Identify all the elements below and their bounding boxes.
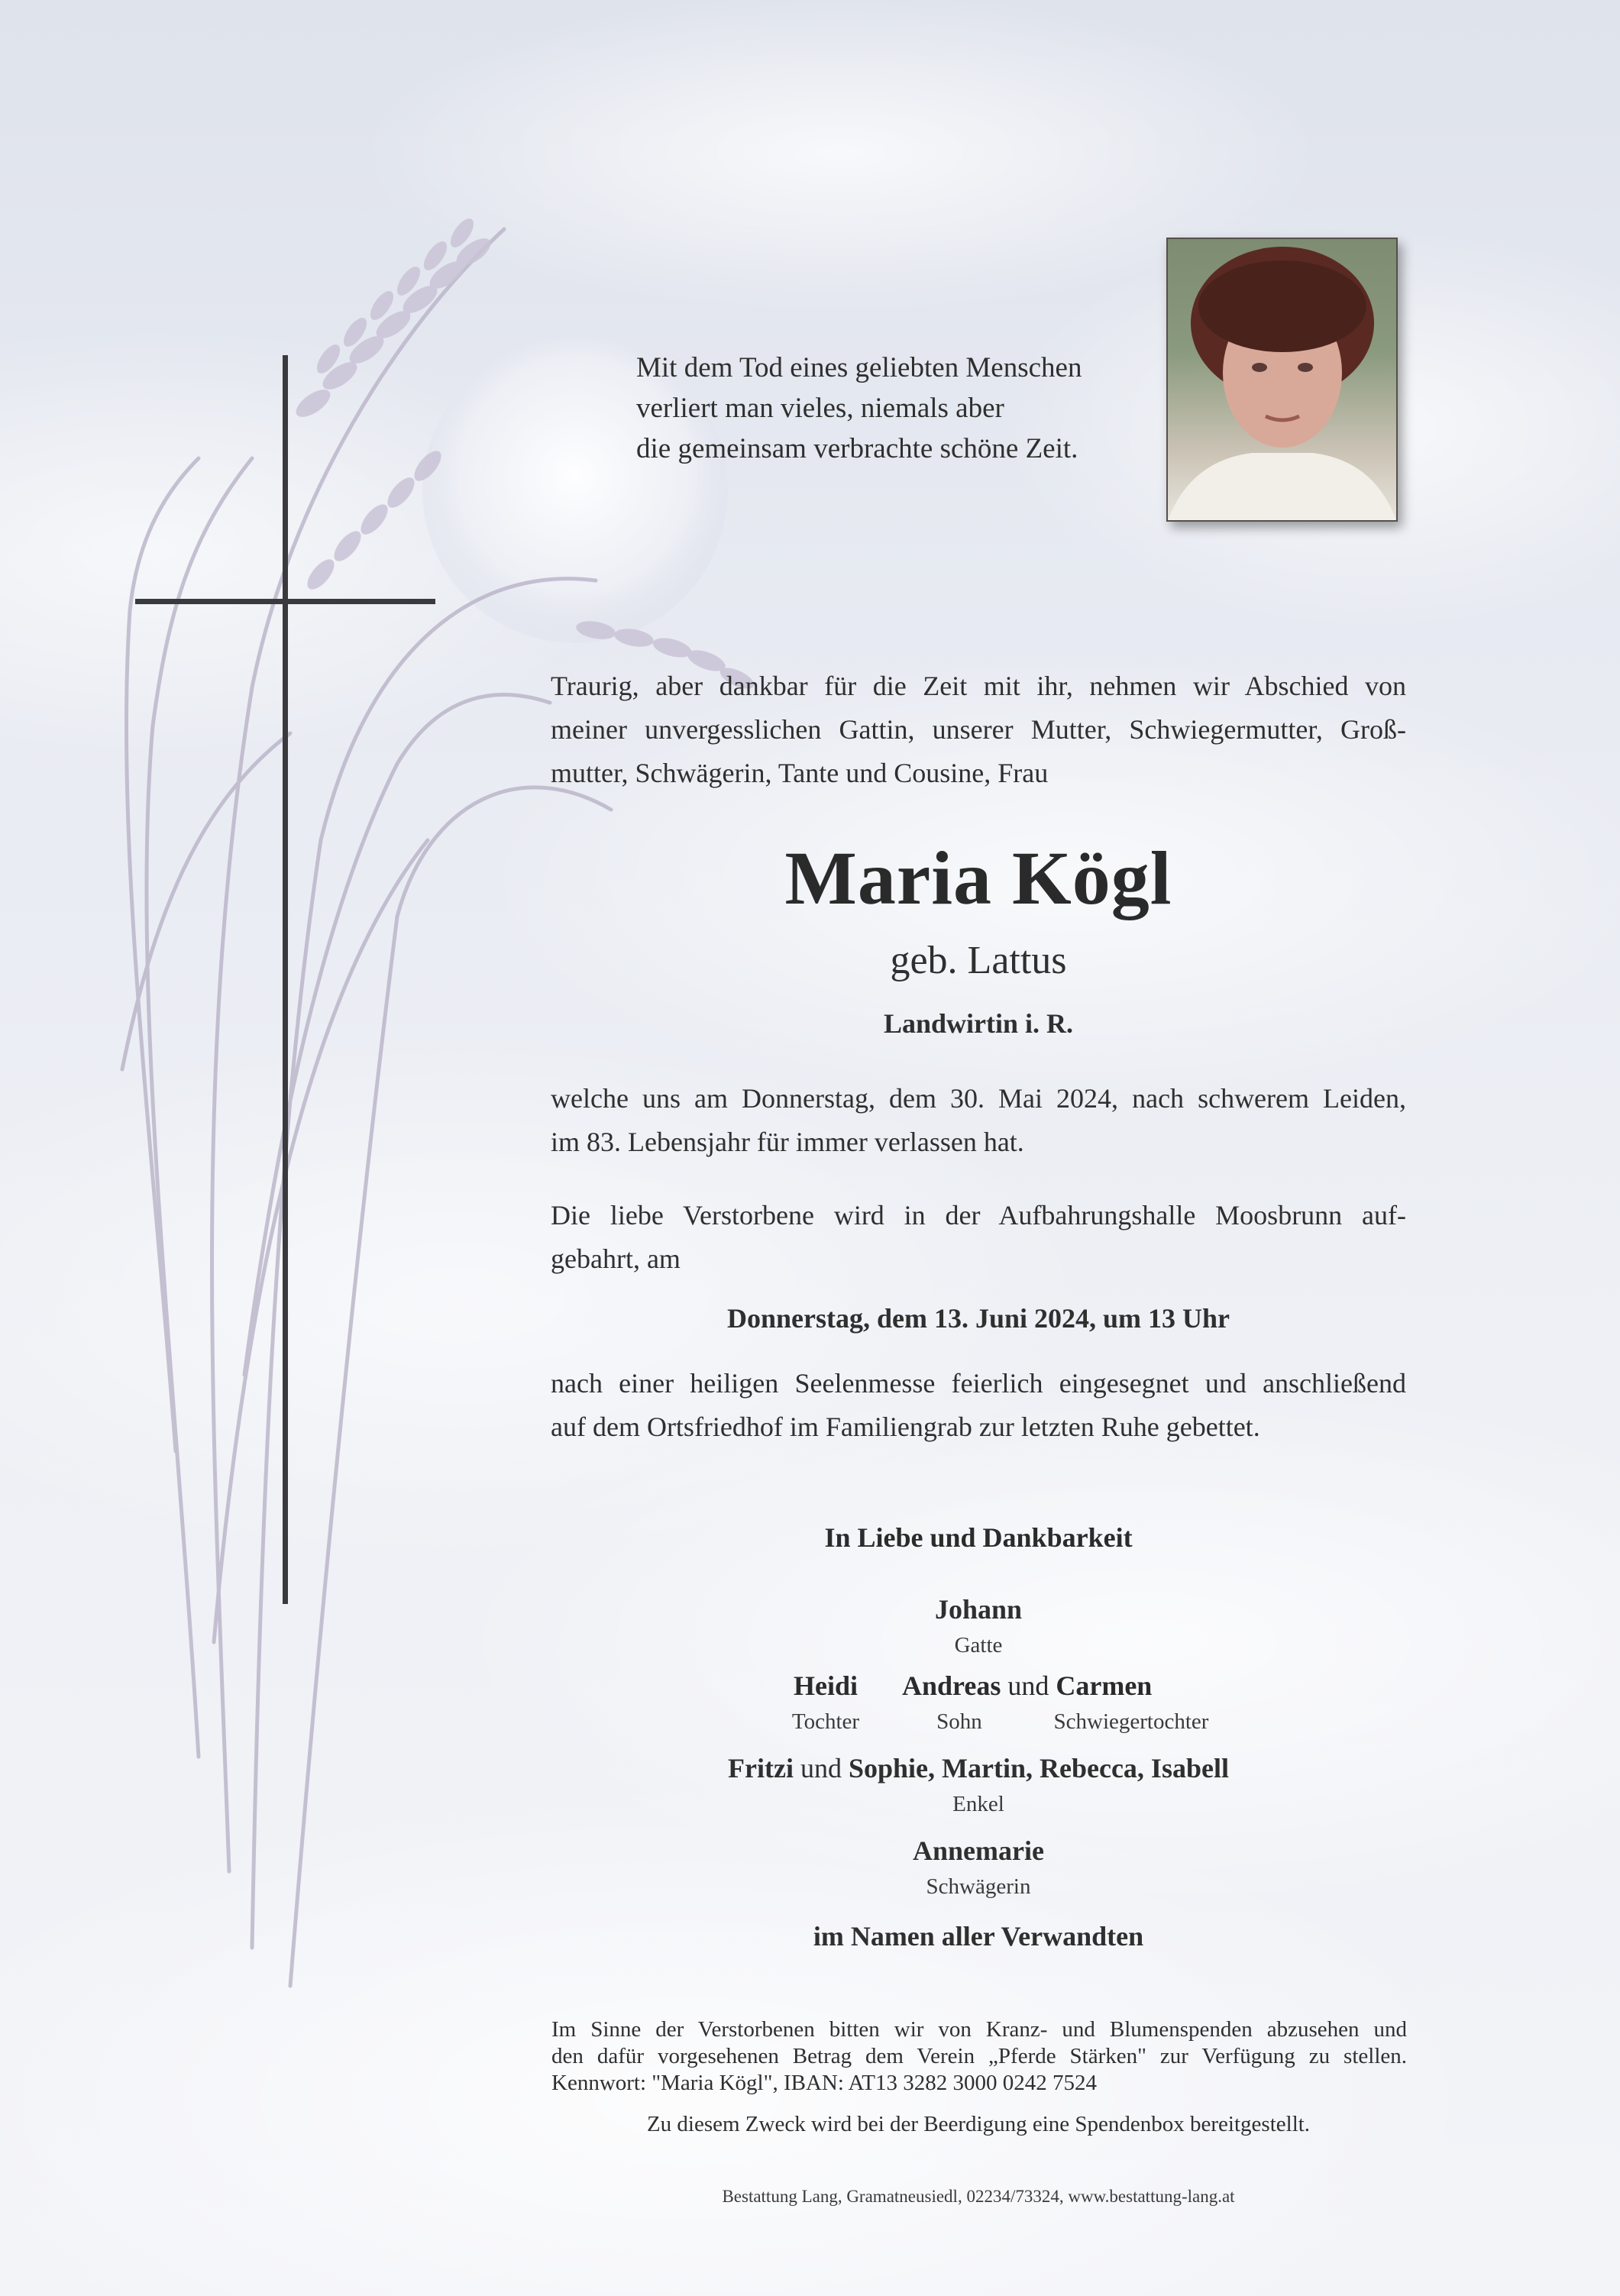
son-name: Andreas (902, 1670, 1001, 1701)
death-notice-paragraph (551, 1077, 1406, 1164)
daughter-role: Tochter (791, 1709, 860, 1734)
grandchildren-names: Sophie, Martin, Rebecca, Isabell (848, 1753, 1229, 1783)
sister-in-law-row (551, 1832, 1406, 1870)
son-row (902, 1667, 1152, 1705)
quote-line: verliert man vieles, niemals aber (636, 393, 1004, 424)
intro-line: mutter, Schwägerin, Tante und Cousine, Frau (551, 758, 1049, 788)
donation-line: den dafür vorgesehenen Betrag dem Verein „Pferde Stärken" zur Verfügung zu stellen. (551, 2044, 1407, 2068)
intro-line: meiner unvergesslichen Gattin, unserer Mutter, Schwiegermutter, Groß- (551, 714, 1406, 745)
closing-row (551, 1917, 1406, 1955)
closing-line: im Namen aller Verwandten (813, 1921, 1144, 1952)
donation-note (551, 2016, 1407, 2097)
ceremony-date: Donnerstag, dem 13. Juni 2024, um 13 Uhr (726, 1303, 1230, 1334)
occupation: Landwirtin i. R. (883, 1008, 1074, 1039)
daughter-in-law-name: Carmen (1056, 1670, 1153, 1701)
spouse-role: Gatte (954, 1633, 1003, 1657)
intro-paragraph (551, 665, 1406, 795)
donation-line: Kennwort: "Maria Kögl", IBAN: AT13 3282 3000 0242 7524 (551, 2071, 1097, 2095)
sister-in-law-role: Schwägerin (926, 1874, 1031, 1899)
son-role: Sohn (936, 1709, 982, 1734)
spouse-name: Johann (934, 1594, 1023, 1625)
grandchildren-row (551, 1749, 1406, 1787)
quote-line: die gemeinsam verbrachte schöne Zeit. (636, 433, 1078, 464)
burial-line: auf dem Ortsfriedhof im Familiengrab zur letzten Ruhe gebettet. (551, 1412, 1260, 1442)
burial-line: nach einer heiligen Seelenmesse feierlich eingesegnet und anschließend (551, 1368, 1406, 1399)
death-notice-line: im 83. Lebensjahr für immer verlassen hat. (551, 1127, 1024, 1157)
memorial-quote (636, 348, 1156, 469)
donation-line: Im Sinne der Verstorbenen bitten wir von Kranz- und Blumenspenden abzusehen und (551, 2017, 1407, 2042)
conjunction: und (793, 1753, 849, 1783)
mourners-heading: In Liebe und Dankbarkeit (824, 1522, 1133, 1553)
portrait-photo (1166, 238, 1398, 522)
funeral-home-footer: Bestattung Lang, Gramatneusiedl, 02234/73324, www.bestattung-lang.at (722, 2187, 1235, 2206)
viewing-line: Die liebe Verstorbene wird in der Aufbahrungshalle Moosbrunn auf- (551, 1200, 1406, 1230)
daughter-name: Heidi (793, 1670, 858, 1701)
maiden-name: geb. Lattus (890, 939, 1067, 982)
cross-horizontal-bar (135, 599, 435, 604)
daughter-in-law-role: Schwiegertochter (1053, 1709, 1209, 1734)
deceased-name: Maria Kögl (784, 836, 1172, 920)
spouse-name-row (551, 1590, 1406, 1628)
grandchild-name: Fritzi (728, 1753, 794, 1783)
intro-line: Traurig, aber dankbar für die Zeit mit ihr, nehmen wir Abschied von (551, 671, 1406, 701)
cross-vertical-bar (283, 355, 288, 1604)
burial-paragraph (551, 1362, 1406, 1449)
viewing-paragraph (551, 1194, 1406, 1281)
portrait-silhouette-icon (1168, 239, 1396, 520)
donation-box-note: Zu diesem Zweck wird bei der Beerdigung eine Spendenbox bereitgestellt. (646, 2112, 1311, 2136)
daughter-name-cell (780, 1667, 871, 1705)
conjunction: und (1001, 1670, 1056, 1701)
grandchildren-role: Enkel (952, 1792, 1004, 1816)
quote-line: Mit dem Tod eines geliebten Menschen (636, 352, 1082, 383)
death-notice-line: welche uns am Donnerstag, dem 30. Mai 2024, nach schwerem Leiden, (551, 1083, 1406, 1114)
sister-in-law-name: Annemarie (913, 1835, 1044, 1866)
viewing-line: gebahrt, am (551, 1243, 681, 1274)
